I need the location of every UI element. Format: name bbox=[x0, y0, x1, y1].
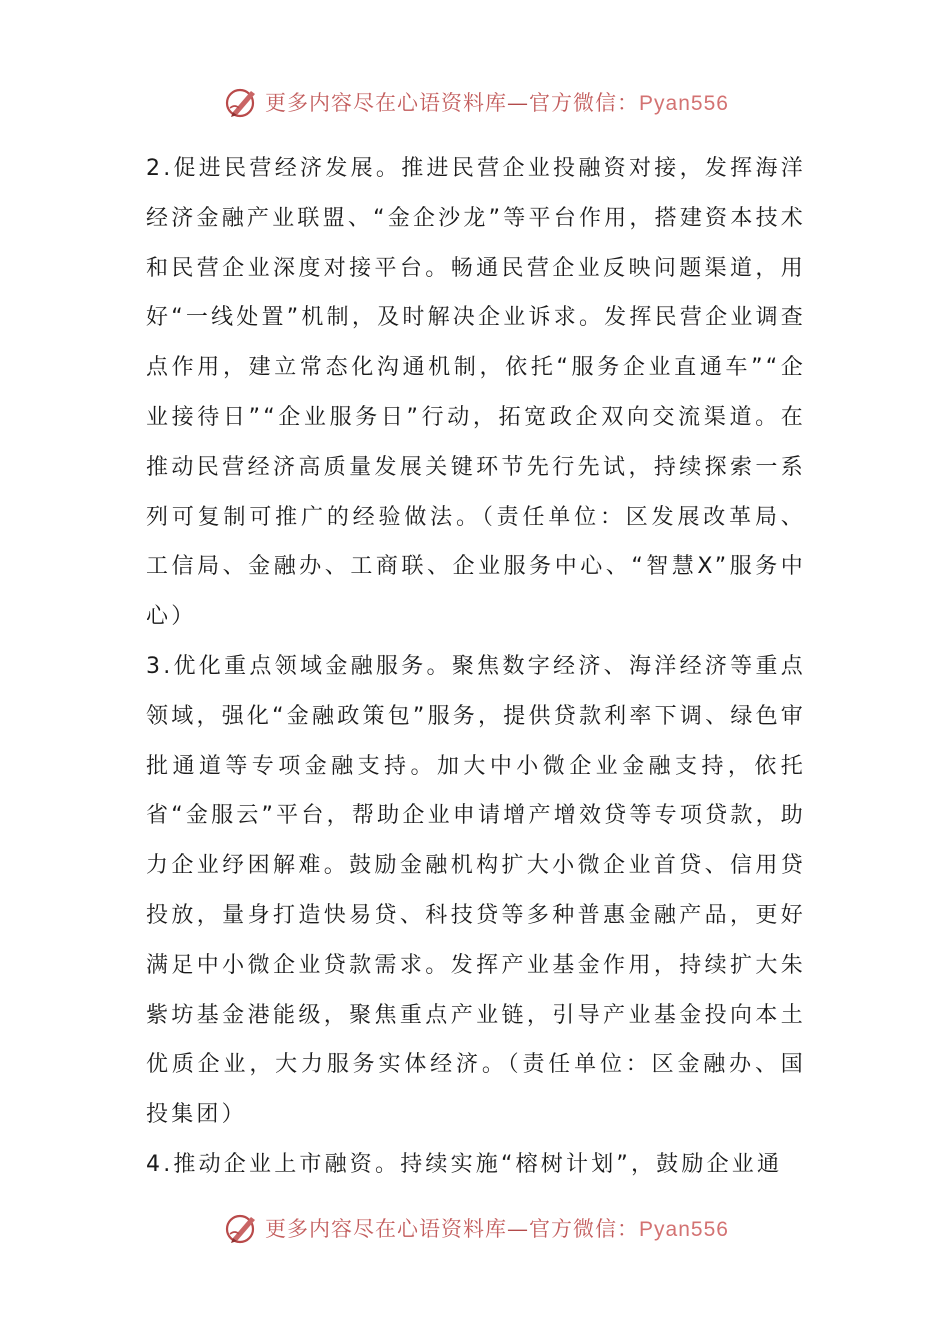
banner-dash: — bbox=[507, 1217, 530, 1241]
paragraph-2: 2.促进民营经济发展。推进民营企业投融资对接，发挥海洋经济金融产业联盟、“金企沙龙”等平台作用，搭建资本技术和民营企业深度对接平台。畅通民营企业反映问题渠道，用好“一线处置”机制，及时解决企业诉求。发挥民营企业调查点作用，建立常态化沟通机制，依托“服务企业直通车”“企业接待日”“企业服务日”行动，拓宽政企双向交流渠道。在推动民营经济高质量发展关键环节先行先试，持续探索一系列可复制可推广的经验做法。（责任单位：区发展改革局、工信局、金融办、工商联、企业服务中心、“智慧X”服务中心） bbox=[146, 156, 806, 630]
banner-text bbox=[265, 1213, 729, 1243]
banner-label: 官方微信： bbox=[529, 91, 640, 115]
banner-dash: — bbox=[507, 91, 530, 115]
banner-wechat-id: Pyan556 bbox=[639, 1218, 729, 1241]
banner-wechat-id: Pyan556 bbox=[639, 92, 729, 115]
paragraph-3: 3.优化重点领域金融服务。聚焦数字经济、海洋经济等重点领域，强化“金融政策包”服务，提供贷款利率下调、绿色审批通道等专项金融支持。加大中小微企业金融支持，依托省“金服云”平台，帮助企业申请增产增效贷等专项贷款，助力企业纾困解难。鼓励金融机构扩大小微企业首贷、信用贷投放，量身打造快易贷、科技贷等多种普惠金融产品，更好满足中小微企业贷款需求。发挥产业基金作用，持续扩大朱紫坊基金港能级，聚焦重点产业链，引导产业基金投向本土优质企业，大力服务实体经济。（责任单位：区金融办、国投集团） bbox=[146, 653, 806, 1128]
banner-prefix: 更多内容尽在心语资料库 bbox=[265, 1217, 508, 1241]
banner-text bbox=[265, 87, 729, 117]
paragraph-4: 4.推动企业上市融资。持续实施“榕树计划”，鼓励企业通 bbox=[146, 1151, 783, 1177]
pen-logo-icon bbox=[221, 1208, 261, 1248]
banner-prefix: 更多内容尽在心语资料库 bbox=[265, 91, 508, 115]
header-banner bbox=[0, 80, 950, 124]
banner-label: 官方微信： bbox=[529, 1217, 640, 1241]
document-body bbox=[146, 144, 806, 1190]
footer-banner bbox=[0, 1206, 950, 1250]
pen-logo-icon bbox=[221, 82, 261, 122]
